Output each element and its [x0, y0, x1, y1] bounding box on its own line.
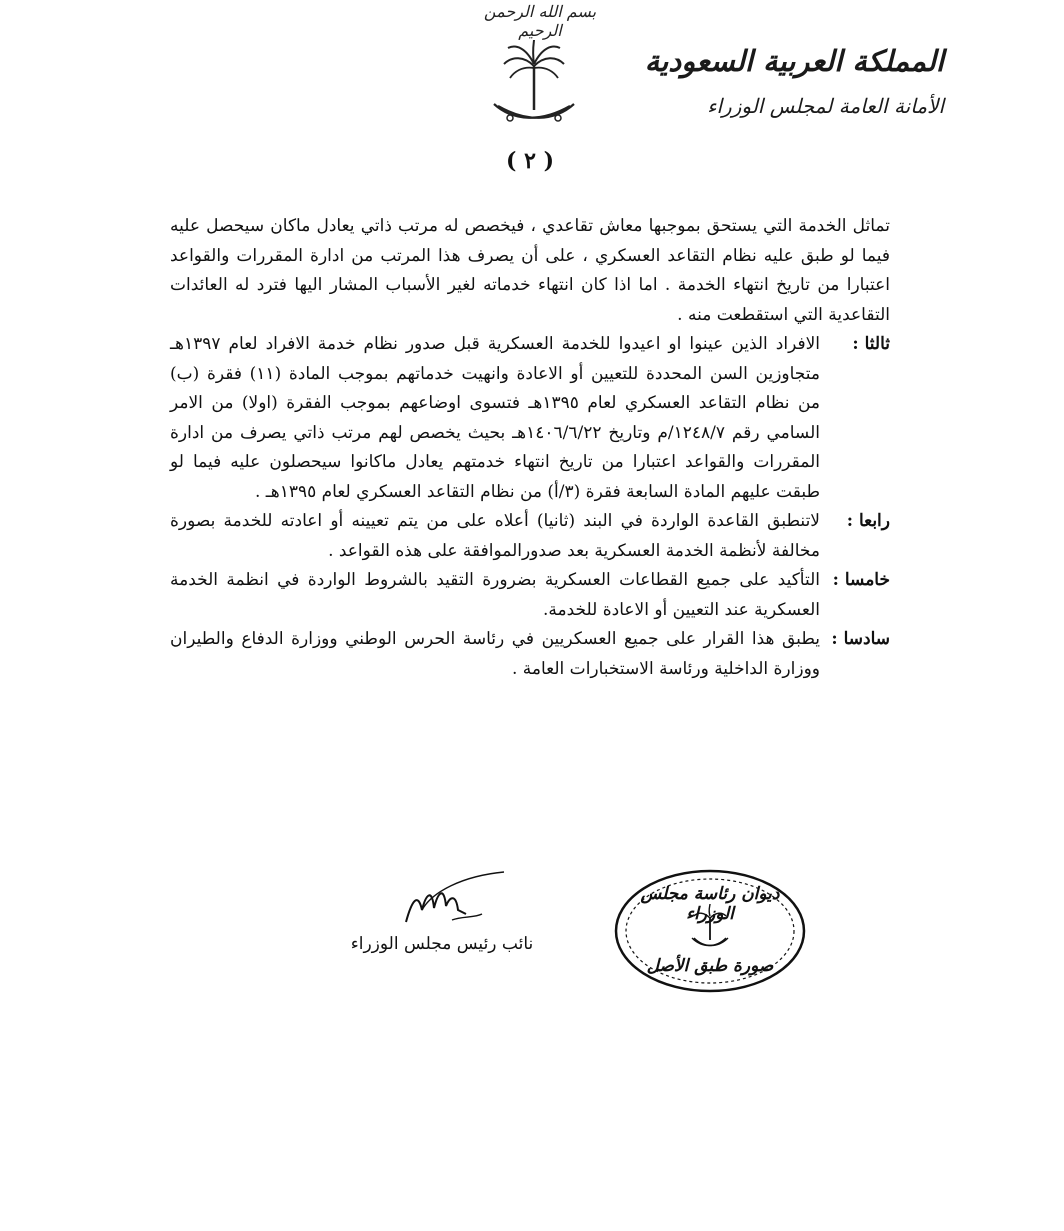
clause-text: يطبق هذا القرار على جميع العسكريين في رئاسة الحرس الوطني ووزارة الدفاع والطيران ووزارة الداخلية ورئاسة الاستخبارات العامة .: [170, 629, 820, 679]
handwritten-signature: [392, 870, 512, 940]
clause-text: الافراد الذين عينوا او اعيدوا للخدمة العسكرية قبل صدور نظام خدمة الافراد لعام ١٣٩٧هـ متجاوزين السن المحددة للتعيين أو الاعادة وانهيت خدماتهم بموجب المادة (١١) فقرة (ب) من نظام التقاعد العسكري لعام ١٣٩٥هـ فتسوى اوضاعهم بموجب الفقرة (اولا) من الامر السامي رقم ١٢٤٨/٧/م وتاريخ ١٤٠٦/٦/٢٢هـ بحيث يخصص لهم مرتب ذاتي يصرف من ادارة المقررات والقواعد اعتبارا من تاريخ انتهاء خدمتهم يعادل ماكانوا سيحصلون عليه فيما لو طبقت عليهم المادة السابعة فقرة (٣/أ) من نظام التقاعد العسكري لعام ١٣٩٥هـ .: [170, 334, 820, 502]
clause-label: ثالثا :: [852, 334, 890, 354]
council-subtitle: الأمانة العامة لمجلس الوزراء: [707, 94, 944, 118]
intro-paragraph: تماثل الخدمة التي يستحق بموجبها معاش تقاعدي ، فيخصص له مرتب ذاتي يعادل ماكان سيحصل عليه فيما لو طبق عليه نظام التقاعد العسكري ، على أن يصرف هذا المرتب من ادارة المقررات والقواعد اعتبارا من تاريخ انتهاء الخدمة . اما اذا كان انتهاء خدماته لغير الأسباب المشار اليها فترد له العائدات التقاعدية التي استقطعت منه .: [170, 216, 890, 325]
clause-label: رابعا :: [846, 511, 890, 531]
signer-title: نائب رئيس مجلس الوزراء: [350, 934, 534, 954]
seal-top-text: ديوان رئاسة مجلس الوزراء: [640, 884, 780, 924]
clause-sixth: [170, 625, 890, 684]
seal-bottom-text: صورة طبق الأصل: [646, 956, 774, 976]
bismillah-header: بسم الله الرحمن الرحيم: [483, 2, 597, 40]
clause-text: لاتنطبق القاعدة الواردة في البند (ثانيا) أعلاه على من يتم تعيينه أو اعادته للخدمة بصورة مخالفة لأنظمة الخدمة العسكرية بعد صدورالموافقة على هذه القواعد .: [170, 511, 820, 561]
clause-label: سادسا :: [831, 629, 890, 649]
clause-label: خامسا :: [832, 570, 890, 590]
page-number: ( ٢ ): [506, 148, 554, 174]
clause-fourth: [170, 507, 890, 566]
clause-text: التأكيد على جميع القطاعات العسكرية بضرورة التقيد بالشروط الواردة في انظمة الخدمة العسكرية عند التعيين أو الاعادة للخدمة.: [170, 570, 820, 620]
clause-third: [170, 330, 890, 507]
document-body: [170, 212, 890, 684]
clause-fifth: [170, 566, 890, 625]
palm-swords-emblem-icon: [488, 36, 580, 132]
kingdom-title: المملكة العربية السعودية: [644, 44, 944, 78]
